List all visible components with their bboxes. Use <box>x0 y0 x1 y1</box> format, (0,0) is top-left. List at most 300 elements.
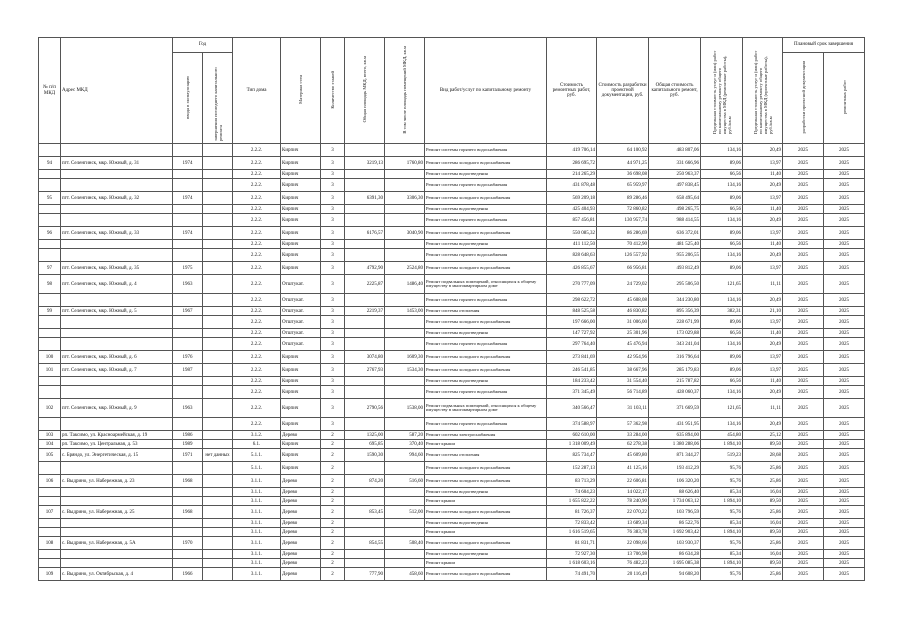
row-year-built: 1968 <box>173 506 203 519</box>
row-unit-cost: 85,34 <box>701 488 743 497</box>
row-unit-cost: 134,16 <box>701 214 743 227</box>
row-house-type: 3.1.1. <box>233 475 281 488</box>
row-unit-cost-design: 16,04 <box>743 550 783 559</box>
row-area-total: 853,45 <box>345 506 385 519</box>
row-work-type: Ремонт системы водоотведения <box>425 519 547 528</box>
row-cost-total: 658 495,64 <box>649 192 701 205</box>
row-cost-repair: 152 287,13 <box>547 462 597 475</box>
row-address <box>61 519 173 528</box>
row-wall: Кирпич <box>281 399 321 418</box>
row-area-living <box>385 249 425 262</box>
row-cost-design: 78 240,90 <box>597 497 649 506</box>
row-deadline-design: 2025 <box>783 528 824 537</box>
row-deadline-repair: 2025 <box>824 227 865 240</box>
row-unit-cost-design: 25,86 <box>743 475 783 488</box>
row-house-type: 5.1.1. <box>233 462 281 475</box>
row-deadline-design: 2025 <box>783 307 824 316</box>
row-unit-cost-design: 11,40 <box>743 329 783 338</box>
row-year-reconstr <box>203 214 233 227</box>
row-unit-cost-design: 16,04 <box>743 519 783 528</box>
row-deadline-repair: 2025 <box>824 559 865 568</box>
row-area-living <box>385 418 425 431</box>
row-number <box>39 316 61 329</box>
row-cost-repair: 1 655 822,22 <box>547 497 597 506</box>
row-unit-cost: 66,56 <box>701 377 743 386</box>
row-wall: Отштукат. <box>281 275 321 294</box>
row-house-type: 2.2.2. <box>233 294 281 307</box>
row-area-total: 4792,90 <box>345 262 385 275</box>
header-address: Адрес МКД <box>61 38 173 144</box>
row-number: 97 <box>39 262 61 275</box>
row-house-type: 2.2.2. <box>233 386 281 399</box>
header-unit-cost-design-cell <box>743 38 783 144</box>
row-house-type: 3.1.2. <box>233 431 281 440</box>
row-deadline-design: 2025 <box>783 488 824 497</box>
row-floors: 3 <box>321 179 345 192</box>
row-address <box>61 294 173 307</box>
row-unit-cost-design: 11,40 <box>743 240 783 249</box>
row-number <box>39 559 61 568</box>
row-unit-cost: 66,56 <box>701 329 743 338</box>
row-deadline-design: 2025 <box>783 377 824 386</box>
row-address <box>61 559 173 568</box>
row-wall: Кирпич <box>281 144 321 157</box>
row-unit-cost: 85,34 <box>701 550 743 559</box>
row-house-type: 2.2.2. <box>233 240 281 249</box>
row-unit-cost: 89,06 <box>701 351 743 364</box>
row-house-type: 3.1.1. <box>233 497 281 506</box>
table-row <box>39 307 865 316</box>
row-address: пгт. Селенгинск, мкр. Южный, д. 32 <box>61 192 173 205</box>
row-wall: Дерево <box>281 488 321 497</box>
row-cost-repair: 270 777,09 <box>547 275 597 294</box>
row-work-type: Ремонт системы горячего водоснабжения <box>425 179 547 192</box>
row-wall: Кирпич <box>281 227 321 240</box>
row-deadline-design: 2025 <box>783 440 824 449</box>
row-unit-cost: 454,80 <box>701 431 743 440</box>
row-unit-cost-design: 89,50 <box>743 528 783 537</box>
row-year-reconstr <box>203 528 233 537</box>
row-cost-total: 295 506,50 <box>649 275 701 294</box>
row-house-type: 3.1.1. <box>233 519 281 528</box>
row-area-living <box>385 550 425 559</box>
row-area-living: 1760,80 <box>385 157 425 170</box>
row-floors: 3 <box>321 351 345 364</box>
table-row <box>39 262 865 275</box>
row-area-living: 1453,00 <box>385 307 425 316</box>
row-cost-repair: 74 604,23 <box>547 488 597 497</box>
row-wall: Кирпич <box>281 214 321 227</box>
row-work-type: Ремонт подвальных помещений, относящихся к общему имуществу в многоквартирном доме <box>425 399 547 418</box>
row-cost-repair: 1 616 519,65 <box>547 528 597 537</box>
row-unit-cost-design: 25,86 <box>743 462 783 475</box>
row-work-type: Ремонт крыши <box>425 497 547 506</box>
row-house-type: 2.2.2. <box>233 377 281 386</box>
row-work-type: Ремонт крыши <box>425 528 547 537</box>
row-address <box>61 418 173 431</box>
row-deadline-repair: 2025 <box>824 528 865 537</box>
row-unit-cost: 89,06 <box>701 227 743 240</box>
table-row <box>39 418 865 431</box>
row-wall: Кирпич <box>281 192 321 205</box>
row-house-type: 2.2.2. <box>233 329 281 338</box>
row-house-type: 2.2.2. <box>233 364 281 377</box>
row-cost-design: 13 689,34 <box>597 519 649 528</box>
table-row <box>39 205 865 214</box>
row-year-built <box>173 294 203 307</box>
row-cost-total: 316 796,64 <box>649 351 701 364</box>
row-floors: 3 <box>321 307 345 316</box>
row-floors: 2 <box>321 568 345 581</box>
row-unit-cost-design: 20,49 <box>743 214 783 227</box>
row-year-built: 1971 <box>173 449 203 462</box>
row-deadline-repair: 2025 <box>824 462 865 475</box>
row-year-built <box>173 144 203 157</box>
row-deadline-repair: 2025 <box>824 364 865 377</box>
row-deadline-repair: 2025 <box>824 144 865 157</box>
row-unit-cost: 134,16 <box>701 249 743 262</box>
header-deadline-repair: ремонтных работ <box>841 80 847 114</box>
row-unit-cost: 95,76 <box>701 568 743 581</box>
row-number: 98 <box>39 275 61 294</box>
row-work-type: Ремонт системы горячего водоснабжения <box>425 418 547 431</box>
row-area-living <box>385 214 425 227</box>
row-year-built: 1963 <box>173 275 203 294</box>
row-house-type: 2.2.2. <box>233 418 281 431</box>
row-deadline-design: 2025 <box>783 506 824 519</box>
row-cost-total: 955 206,55 <box>649 249 701 262</box>
row-year-built <box>173 386 203 399</box>
header-year-reconstr-cell <box>203 53 233 144</box>
row-unit-cost-design: 13,97 <box>743 262 783 275</box>
row-area-total <box>345 418 385 431</box>
row-address: с. Выдрино, ул. Набережная, д. 25 <box>61 506 173 519</box>
row-number <box>39 377 61 386</box>
row-work-type: Ремонт системы холодного водоснабжения <box>425 462 547 475</box>
row-deadline-repair: 2025 <box>824 550 865 559</box>
table-row <box>39 214 865 227</box>
row-wall: Дерево <box>281 537 321 550</box>
row-area-living: 587,20 <box>385 431 425 440</box>
header-floors-cell <box>321 38 345 144</box>
row-cost-total: 636 372,01 <box>649 227 701 240</box>
row-number: 103 <box>39 431 61 440</box>
row-address <box>61 170 173 179</box>
row-deadline-repair: 2025 <box>824 192 865 205</box>
row-house-type: 6.1. <box>233 440 281 449</box>
row-year-built <box>173 179 203 192</box>
row-unit-cost: 89,06 <box>701 262 743 275</box>
row-work-type: Ремонт системы холодного водоснабжения <box>425 316 547 329</box>
row-cost-repair: 298 622,72 <box>547 294 597 307</box>
row-deadline-design: 2025 <box>783 262 824 275</box>
row-year-reconstr <box>203 537 233 550</box>
row-cost-total: 86 522,76 <box>649 519 701 528</box>
row-unit-cost: 134,16 <box>701 294 743 307</box>
row-number <box>39 170 61 179</box>
row-cost-design: 45 476,94 <box>597 338 649 351</box>
row-work-type: Ремонт системы горячего водоснабжения <box>425 214 547 227</box>
row-cost-repair: 74 491,70 <box>547 568 597 581</box>
row-unit-cost-design: 20,49 <box>743 418 783 431</box>
row-deadline-design: 2025 <box>783 294 824 307</box>
row-deadline-design: 2025 <box>783 144 824 157</box>
row-area-living <box>385 338 425 351</box>
row-area-living: 3040,90 <box>385 227 425 240</box>
row-deadline-design: 2025 <box>783 170 824 179</box>
row-deadline-design: 2025 <box>783 399 824 418</box>
row-area-total: 1590,30 <box>345 449 385 462</box>
row-area-total <box>345 205 385 214</box>
row-cost-total: 1 692 903,42 <box>649 528 701 537</box>
row-area-total <box>345 316 385 329</box>
header-area-living: В том числе площадь помещений МКД, кв.м <box>402 45 408 134</box>
row-deadline-design: 2025 <box>783 550 824 559</box>
row-deadline-repair: 2025 <box>824 431 865 440</box>
row-unit-cost-design: 13,97 <box>743 316 783 329</box>
row-cost-total: 86 634,28 <box>649 550 701 559</box>
row-address: пгт. Селенгинск, мкр. Южный, д. 33 <box>61 227 173 240</box>
row-floors: 3 <box>321 227 345 240</box>
row-house-type: 2.2.2. <box>233 205 281 214</box>
row-work-type: Ремонт системы холодного водоснабжения <box>425 157 547 170</box>
row-cost-repair: 214 265,29 <box>547 170 597 179</box>
row-house-type: 3.1.1. <box>233 568 281 581</box>
row-unit-cost: 89,06 <box>701 316 743 329</box>
row-year-reconstr <box>203 205 233 214</box>
table-row <box>39 275 865 294</box>
row-work-type: Ремонт системы холодного водоснабжения <box>425 568 547 581</box>
row-deadline-design: 2025 <box>783 497 824 506</box>
row-cost-design: 86 286,69 <box>597 227 649 240</box>
row-area-living: 1609,30 <box>385 351 425 364</box>
row-floors: 3 <box>321 157 345 170</box>
row-number: 106 <box>39 475 61 488</box>
row-number: 108 <box>39 537 61 550</box>
row-house-type: 3.1.1. <box>233 550 281 559</box>
header-unit-cost: Предельная стоимость услуг и (или) работ по капитальному ремонту общего имущества в МКД (ремонтные работы), руб./кв.м <box>711 50 732 134</box>
row-address: с. Выдрино, ул. Октябрьская, д. 4 <box>61 568 173 581</box>
row-year-reconstr <box>203 157 233 170</box>
row-floors: 2 <box>321 506 345 519</box>
row-cost-design: 66 956,81 <box>597 262 649 275</box>
row-wall: Кирпич <box>281 386 321 399</box>
row-deadline-design: 2025 <box>783 227 824 240</box>
row-house-type: 2.2.2. <box>233 338 281 351</box>
row-work-type: Ремонт системы холодного водоснабжения <box>425 351 547 364</box>
row-year-reconstr <box>203 497 233 506</box>
row-year-reconstr: нет данных <box>203 449 233 462</box>
row-year-reconstr <box>203 377 233 386</box>
row-wall: Дерево <box>281 497 321 506</box>
row-floors: 2 <box>321 497 345 506</box>
table-row <box>39 144 865 157</box>
row-cost-total: 1 380 288,06 <box>649 440 701 449</box>
row-cost-repair: 371 345,49 <box>547 386 597 399</box>
table-row <box>39 431 865 440</box>
table-row <box>39 528 865 537</box>
row-address <box>61 377 173 386</box>
row-address <box>61 488 173 497</box>
row-year-built: 1987 <box>173 364 203 377</box>
row-cost-design: 25 301,96 <box>597 329 649 338</box>
row-year-reconstr <box>203 386 233 399</box>
row-area-living: 1486,40 <box>385 275 425 294</box>
row-area-total: 777,90 <box>345 568 385 581</box>
row-wall: Отштукат. <box>281 329 321 338</box>
row-year-built: 1986 <box>173 431 203 440</box>
row-work-type: Ремонт системы холодного водоснабжения <box>425 227 547 240</box>
row-unit-cost: 121,65 <box>701 275 743 294</box>
row-deadline-repair: 2025 <box>824 440 865 449</box>
row-work-type: Ремонт системы горячего водоснабжения <box>425 386 547 399</box>
row-number <box>39 550 61 559</box>
row-area-living <box>385 462 425 475</box>
row-address <box>61 462 173 475</box>
row-floors: 3 <box>321 214 345 227</box>
row-year-built <box>173 205 203 214</box>
table-row <box>39 399 865 418</box>
row-deadline-repair: 2025 <box>824 329 865 338</box>
table-row <box>39 506 865 519</box>
table-row <box>39 475 865 488</box>
row-address: рп. Таксимо, ул. Красноармейская, д. 19 <box>61 431 173 440</box>
row-area-total <box>345 249 385 262</box>
row-wall: Отштукат. <box>281 338 321 351</box>
row-deadline-repair: 2025 <box>824 170 865 179</box>
table-row <box>39 338 865 351</box>
row-number: 107 <box>39 506 61 519</box>
row-house-type: 2.2.2. <box>233 351 281 364</box>
row-cost-design: 22 098,66 <box>597 537 649 550</box>
row-cost-repair: 72 927,30 <box>547 550 597 559</box>
row-wall: Кирпич <box>281 205 321 214</box>
row-cost-repair: 848 525,58 <box>547 307 597 316</box>
header-wall: Материал стен <box>298 75 304 104</box>
row-house-type: 2.2.2. <box>233 214 281 227</box>
row-cost-design: 72 860,82 <box>597 205 649 214</box>
row-floors: 3 <box>321 399 345 418</box>
row-year-built: 1974 <box>173 157 203 170</box>
row-area-total <box>345 294 385 307</box>
row-cost-design: 38 667,96 <box>597 364 649 377</box>
row-work-type: Ремонт системы холодного водоснабжения <box>425 262 547 275</box>
row-unit-cost-design: 20,49 <box>743 249 783 262</box>
header-cost-design: Стоимость разработки проектной документации, руб. <box>597 38 649 144</box>
row-area-living <box>385 377 425 386</box>
row-cost-repair: 419 706,14 <box>547 144 597 157</box>
row-floors: 3 <box>321 205 345 214</box>
row-number: 100 <box>39 351 61 364</box>
table-row <box>39 294 865 307</box>
row-floors: 2 <box>321 431 345 440</box>
row-address <box>61 214 173 227</box>
row-year-reconstr <box>203 418 233 431</box>
row-cost-design: 13 706,98 <box>597 550 649 559</box>
row-work-type: Ремонт системы горячего водоснабжения <box>425 294 547 307</box>
row-area-total <box>345 519 385 528</box>
row-address: рп. Таксимо, ул. Центральная, д. 53 <box>61 440 173 449</box>
row-work-type: Ремонт системы горячего водоснабжения <box>425 338 547 351</box>
row-deadline-repair: 2025 <box>824 275 865 294</box>
row-work-type: Ремонт системы водоотведения <box>425 377 547 386</box>
row-floors: 2 <box>321 462 345 475</box>
table-row <box>39 550 865 559</box>
header-wall-cell <box>281 38 321 144</box>
row-area-total <box>345 550 385 559</box>
row-year-reconstr <box>203 179 233 192</box>
row-area-living: 370,40 <box>385 440 425 449</box>
row-unit-cost: 95,76 <box>701 537 743 550</box>
row-cost-total: 250 963,37 <box>649 170 701 179</box>
row-house-type: 2.2.2. <box>233 179 281 192</box>
row-cost-design: 20 116,49 <box>597 568 649 581</box>
row-cost-total: 497 838,45 <box>649 179 701 192</box>
row-deadline-repair: 2025 <box>824 399 865 418</box>
row-address <box>61 240 173 249</box>
row-wall: Кирпич <box>281 377 321 386</box>
row-deadline-repair: 2025 <box>824 294 865 307</box>
row-cost-total: 428 060,37 <box>649 386 701 399</box>
row-cost-design: 62 278,38 <box>597 440 649 449</box>
row-work-type: Ремонт системы горячего водоснабжения <box>425 249 547 262</box>
row-deadline-repair: 2025 <box>824 475 865 488</box>
row-year-reconstr <box>203 316 233 329</box>
row-address: пгт. Селенгинск, мкр. Южный, д. 6 <box>61 351 173 364</box>
row-wall: Кирпич <box>281 249 321 262</box>
row-cost-total: 498 265,75 <box>649 205 701 214</box>
row-unit-cost: 66,56 <box>701 205 743 214</box>
table-row <box>39 497 865 506</box>
row-house-type: 2.2.2. <box>233 192 281 205</box>
row-cost-total: 1 734 063,12 <box>649 497 701 506</box>
table-row <box>39 559 865 568</box>
row-area-living <box>385 294 425 307</box>
row-unit-cost-design: 20,49 <box>743 144 783 157</box>
row-address <box>61 528 173 537</box>
header-year-built: ввода в эксплуатацию <box>185 75 190 119</box>
row-cost-total: 431 951,95 <box>649 418 701 431</box>
table-row <box>39 377 865 386</box>
row-address <box>61 338 173 351</box>
row-cost-design: 70 412,90 <box>597 240 649 249</box>
row-deadline-repair: 2025 <box>824 488 865 497</box>
row-year-built <box>173 377 203 386</box>
row-deadline-design: 2025 <box>783 431 824 440</box>
header-deadline-design-cell <box>783 53 824 144</box>
row-work-type: Ремонт системы холодного водоснабжения <box>425 192 547 205</box>
row-address <box>61 205 173 214</box>
row-area-total <box>345 462 385 475</box>
row-area-total <box>345 179 385 192</box>
row-address: пгт. Селенгинск, мкр. Южный, д. 7 <box>61 364 173 377</box>
row-floors: 2 <box>321 440 345 449</box>
row-number <box>39 179 61 192</box>
table-row <box>39 462 865 475</box>
row-cost-repair: 425 404,93 <box>547 205 597 214</box>
row-wall: Дерево <box>281 528 321 537</box>
row-area-total: 2767,93 <box>345 364 385 377</box>
row-house-type: 3.1.1. <box>233 506 281 519</box>
row-cost-total: 103 796,59 <box>649 506 701 519</box>
row-area-total <box>345 497 385 506</box>
row-deadline-design: 2025 <box>783 338 824 351</box>
row-deadline-repair: 2025 <box>824 214 865 227</box>
row-year-reconstr <box>203 192 233 205</box>
row-unit-cost: 89,06 <box>701 364 743 377</box>
row-address <box>61 316 173 329</box>
table-row <box>39 192 865 205</box>
